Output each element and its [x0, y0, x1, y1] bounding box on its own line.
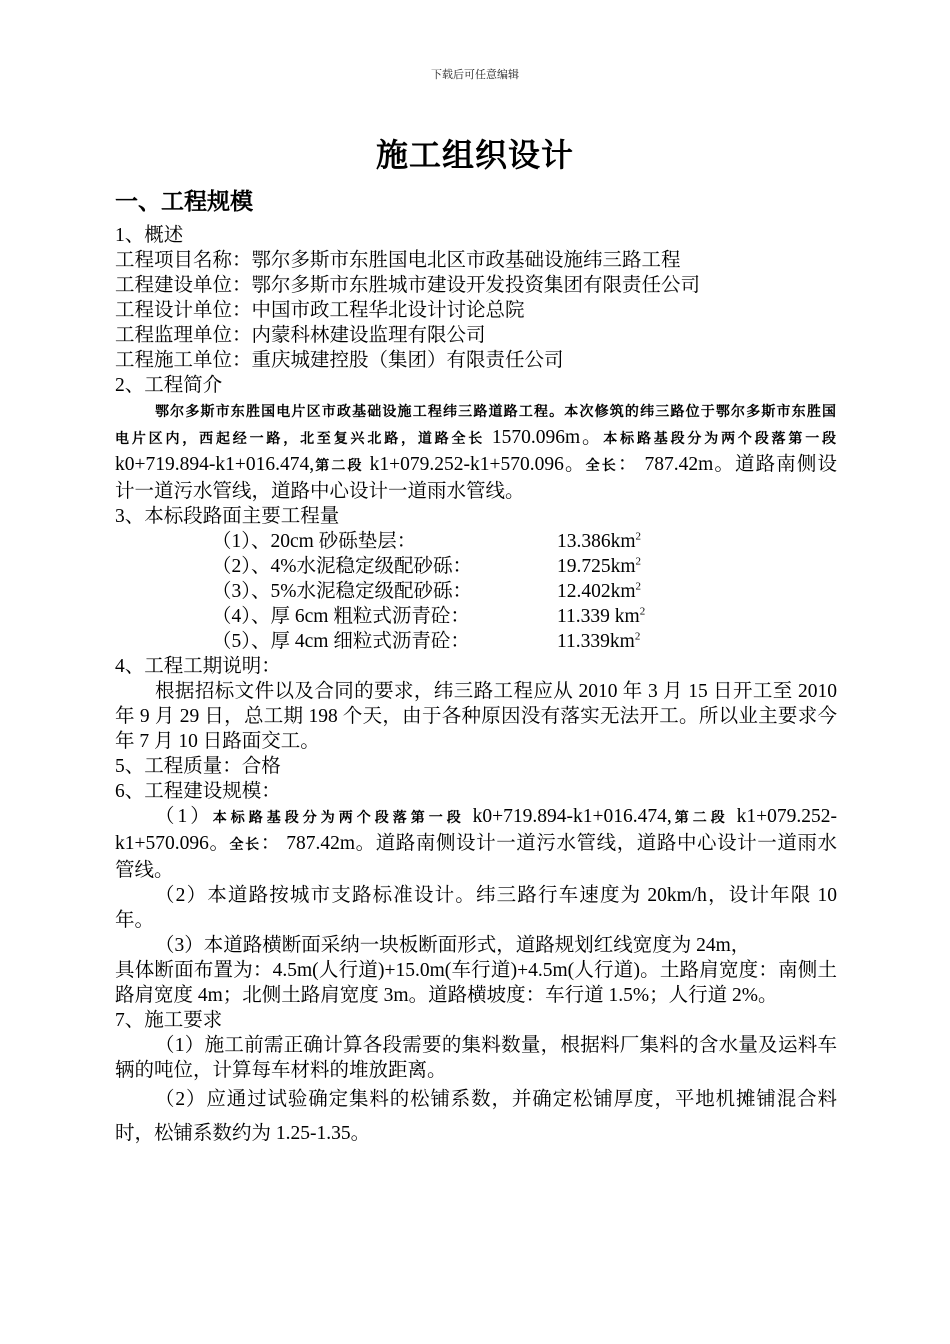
- designer-line: 工程设计单位：中国市政工程华北设计讨论总院: [115, 300, 525, 321]
- intro-segment-1: k0+719.894-k1+016.474,: [115, 454, 315, 475]
- intro-text-a: 鄂尔多斯市东胜国电片区市政基础设施工程纬三路道路工程。本次修筑的纬三路位于鄂尔多斯市东胜国电片区内，西起经一路，北至复兴北路，道路全长: [115, 404, 837, 447]
- quantity-value: 11.339 $km^2$: [557, 605, 646, 627]
- document-body: [115, 223, 837, 1151]
- intro-label: 2、工程简介: [115, 375, 223, 396]
- intro-tail: ： 787.42m。道路南侧设计一道污水管线，道路中心设计一道雨水管线。: [115, 454, 838, 502]
- quantity-value: $11.339km^2$: [557, 630, 641, 652]
- schedule-paragraph: 根据招标文件以及合同的要求，纬三路工程应从 2010 年 3 月 15 日开工至 2010 年 9 月 29 日，总工期 198 个天，由于各种原因没有落实无法开工。所以业主要求今年 7 月 10 日路面交工。: [115, 681, 837, 752]
- page-header-note: 下载后可任意编辑: [431, 68, 519, 81]
- intro-text-c: 第二段: [314, 458, 364, 474]
- quantity-name: （2）、4%水泥稳定级配砂砾：: [212, 556, 472, 577]
- contractor-line: 工程施工单位：重庆城建控股（集团）有限责任公司: [115, 350, 564, 371]
- intro-length: 1570.096m。: [491, 427, 604, 448]
- quantity-name: （4）、厚 6cm 粗粒式沥青砼：: [212, 606, 470, 627]
- overview-label: 1、概述: [115, 225, 184, 246]
- quantity-item: [212, 629, 837, 654]
- intro-segment-2: k1+079.252-k1+570.096。: [369, 454, 586, 475]
- schedule-label: 4、工程工期说明：: [115, 656, 281, 677]
- builder-line: 工程建设单位：鄂尔多斯市东胜城市建设开发投资集团有限责任公司: [115, 275, 701, 296]
- document-title: 施工组织设计: [375, 136, 574, 174]
- quantity-name: （5）、厚 4cm 细粒式沥青砼：: [212, 631, 470, 652]
- requirements-label: 7、施工要求: [115, 1010, 223, 1031]
- supervisor-line: 工程监理单位：内蒙科林建设监理有限公司: [115, 325, 486, 346]
- intro-paragraph: [115, 398, 837, 504]
- quantities-label: 3、本标段路面主要工程量: [115, 506, 340, 527]
- scale-paragraph-2: （2）本道路按城市支路标准设计。纬三路行车速度为 20km/h，设计年限 10 年。: [115, 885, 837, 931]
- intro-text-b: 本标路基段分为两个段落第一段: [603, 431, 838, 447]
- quantity-name: （3）、5%水泥稳定级配砂砾：: [212, 581, 472, 602]
- quality-label: 5、工程质量：合格: [115, 756, 281, 777]
- requirements-paragraph-2: （2）应通过试验确定集料的松铺系数，并确定松铺厚度，平地机摊铺混合料时，松铺系数约为 1.25-1.35。: [115, 1089, 837, 1144]
- quantity-name: （1）、20cm 砂砾垫层：: [212, 531, 417, 552]
- quantity-value: $19.725km^2$: [557, 555, 642, 577]
- scale-paragraph-4: 具体断面布置为：4.5m(人行道)+15.0m(车行道)+4.5m(人行道)。土路肩宽度：南侧土路肩宽度 4m；北侧土路肩宽度 3m。道路横坡度：车行道 1.5%；人行道 2%。: [115, 960, 837, 1006]
- quantity-item: [212, 579, 837, 604]
- project-name-line: 工程项目名称：鄂尔多斯市东胜国电北区市政基础设施纬三路工程: [115, 250, 681, 271]
- quantity-value: $13.386km^2$: [557, 530, 642, 552]
- scale-label: 6、工程建设规模：: [115, 781, 281, 802]
- quantity-value: $12.402km^2$: [557, 580, 642, 602]
- section-heading-scale: 一、工程规模: [115, 189, 253, 215]
- requirements-paragraph-1: （1）施工前需正确计算各段需要的集料数量，根据料厂集料的含水量及运料车辆的吨位，计算每车材料的堆放距离。: [115, 1035, 837, 1081]
- quantity-item: [212, 554, 837, 579]
- scale-paragraph-3: （3）本道路横断面采纳一块板断面形式，道路规划红线宽度为 24m，: [155, 935, 751, 956]
- quantity-item: [212, 604, 837, 629]
- scale-paragraph-1: （1）本标路基段分为两个段落第一段 k0+719.894-k1+016.474,第二段 k1+079.252-k1+570.096。全长： 787.42m。道路南侧设计一道污水管线，道路中心设计一道雨水管线。: [115, 806, 838, 881]
- intro-text-d: 全长: [585, 458, 618, 474]
- quantity-item: [212, 529, 837, 554]
- quantities-list: [212, 529, 837, 654]
